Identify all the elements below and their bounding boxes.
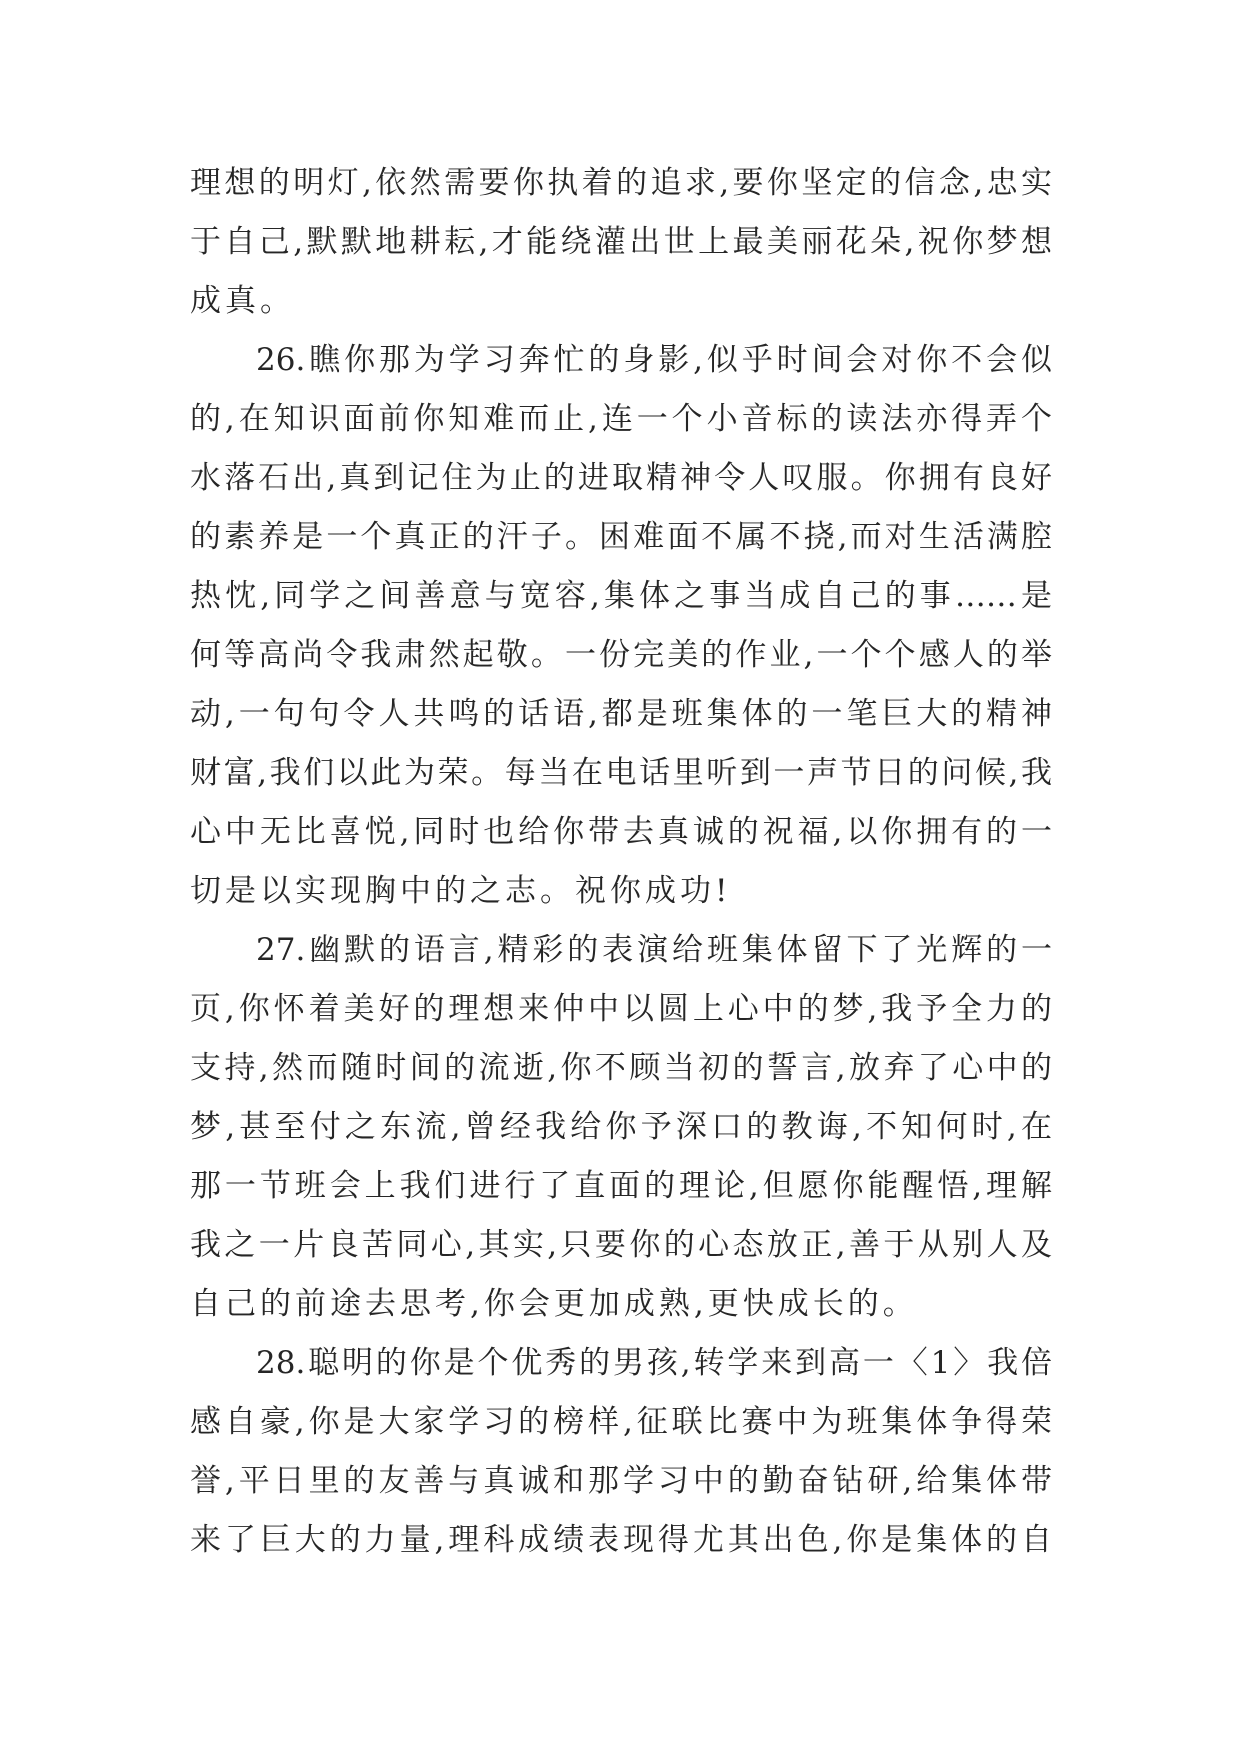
text-line: 切是以实现胸中的之志。祝你成功! (190, 873, 732, 909)
text-line: 誉,平日里的友善与真诚和那学习中的勤奋钻研,给集体带 (190, 1463, 1052, 1499)
paragraph-27 (190, 921, 1052, 1334)
text-line: 热忱,同学之间善意与宽容,集体之事当成自己的事……是 (190, 578, 1052, 614)
text-line: 那一节班会上我们进行了直面的理论,但愿你能醒悟,理解 (190, 1168, 1052, 1204)
text-line: 的,在知识面前你知难而止,连一个小音标的读法亦得弄个 (190, 401, 1052, 437)
paragraph-26 (190, 331, 1052, 921)
text-line: 27.幽默的语言,精彩的表演给班集体留下了光辉的一 (256, 932, 1052, 968)
text-line: 来了巨大的力量,理科成绩表现得尤其出色,你是集体的自 (190, 1522, 1052, 1558)
text-line: 财富,我们以此为荣。每当在电话里听到一声节日的问候,我 (190, 755, 1052, 791)
text-line: 梦,甚至付之东流,曾经我给你予深口的教诲,不知何时,在 (190, 1109, 1052, 1145)
text-line: 动,一句句令人共鸣的话语,都是班集体的一笔巨大的精神 (190, 696, 1052, 732)
text-line: 28.聪明的你是个优秀的男孩,转学来到高一〈1〉我倍 (256, 1345, 1052, 1381)
text-line: 页,你怀着美好的理想来仲中以圆上心中的梦,我予全力的 (190, 991, 1052, 1027)
text-line: 于自己,默默地耕耘,才能绕灌出世上最美丽花朵,祝你梦想 (190, 224, 1052, 260)
text-line: 成真。 (190, 283, 295, 319)
text-line: 的素养是一个真正的汗子。困难面不属不挠,而对生活满腔 (190, 519, 1052, 555)
document-body (190, 154, 1052, 1570)
text-line: 26.瞧你那为学习奔忙的身影,似乎时间会对你不会似 (256, 342, 1052, 378)
paragraph-1 (190, 154, 1052, 331)
text-line: 水落石出,真到记住为止的进取精神令人叹服。你拥有良好 (190, 460, 1052, 496)
paragraph-28 (190, 1334, 1052, 1570)
text-line: 何等高尚令我肃然起敬。一份完美的作业,一个个感人的举 (190, 637, 1052, 673)
text-line: 心中无比喜悦,同时也给你带去真诚的祝福,以你拥有的一 (190, 814, 1052, 850)
text-line: 支持,然而随时间的流逝,你不顾当初的誓言,放弃了心中的 (190, 1050, 1052, 1086)
text-line: 自己的前途去思考,你会更加成熟,更快成长的。 (190, 1286, 918, 1322)
text-line: 感自豪,你是大家学习的榜样,征联比赛中为班集体争得荣 (190, 1404, 1052, 1440)
text-line: 我之一片良苦同心,其实,只要你的心态放正,善于从别人及 (190, 1227, 1052, 1263)
text-line: 理想的明灯,依然需要你执着的追求,要你坚定的信念,忠实 (190, 165, 1052, 201)
